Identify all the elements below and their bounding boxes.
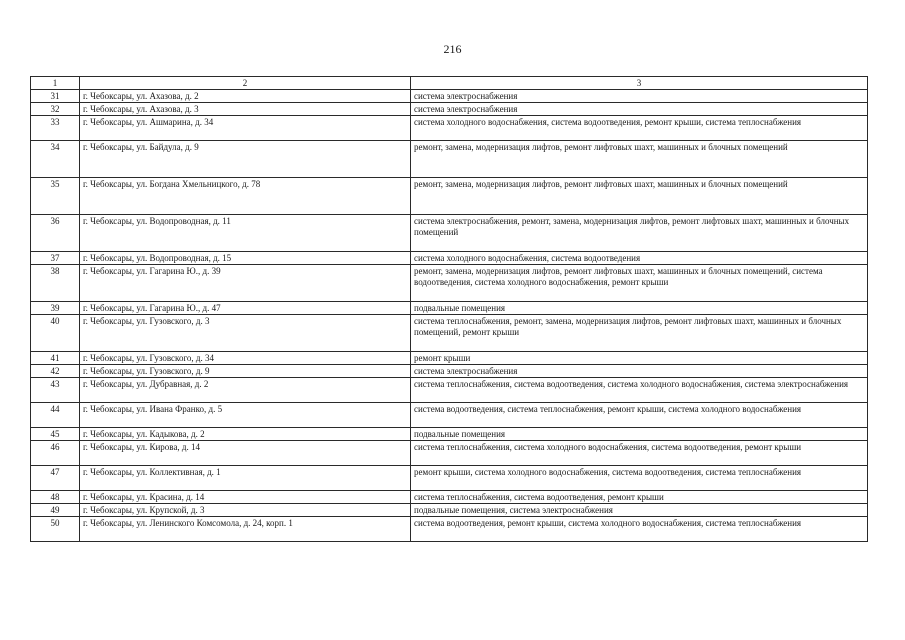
row-address: г. Чебоксары, ул. Красина, д. 14 [80,491,411,504]
row-works: система водоотведения, ремонт крыши, система холодного водоснабжения, система теплоснабжения [411,517,868,542]
row-address: г. Чебоксары, ул. Кирова, д. 14 [80,441,411,466]
table-row [31,466,868,491]
row-works: система электроснабжения [411,90,868,103]
table-row [31,265,868,302]
row-works: система холодного водоснабжения, система водоотведения [411,252,868,265]
table-row [31,215,868,252]
row-number: 31 [31,90,80,103]
row-number: 43 [31,378,80,403]
row-number: 45 [31,428,80,441]
table-row [31,352,868,365]
row-address: г. Чебоксары, ул. Гузовского, д. 9 [80,365,411,378]
table-row [31,378,868,403]
row-works: система электроснабжения, ремонт, замена, модернизация лифтов, ремонт лифтовых шахт, машинных и блочных помещений [411,215,868,252]
table-row [31,428,868,441]
row-number: 36 [31,215,80,252]
row-number: 42 [31,365,80,378]
row-address: г. Чебоксары, ул. Кадыкова, д. 2 [80,428,411,441]
row-address: г. Чебоксары, ул. Богдана Хмельницкого, д. 78 [80,178,411,215]
table-row [31,491,868,504]
row-number: 47 [31,466,80,491]
row-address: г. Чебоксары, ул. Дубравная, д. 2 [80,378,411,403]
table-row [31,141,868,178]
table-row [31,365,868,378]
header-cell-1: 1 [31,77,80,90]
table-row [31,178,868,215]
table-row [31,504,868,517]
row-number: 33 [31,116,80,141]
row-number: 35 [31,178,80,215]
header-cell-2: 2 [80,77,411,90]
row-address: г. Чебоксары, ул. Водопроводная, д. 11 [80,215,411,252]
row-works: система теплоснабжения, система водоотведения, система холодного водоснабжения, система электроснабжения [411,378,868,403]
row-number: 44 [31,403,80,428]
row-address: г. Чебоксары, ул. Ленинского Комсомола, д. 24, корп. 1 [80,517,411,542]
row-number: 50 [31,517,80,542]
row-address: г. Чебоксары, ул. Гузовского, д. 3 [80,315,411,352]
row-address: г. Чебоксары, ул. Гагарина Ю., д. 47 [80,302,411,315]
row-works: система холодного водоснабжения, система водоотведения, ремонт крыши, система теплоснабжения [411,116,868,141]
row-address: г. Чебоксары, ул. Коллективная, д. 1 [80,466,411,491]
table-row [31,252,868,265]
table-row [31,441,868,466]
row-address: г. Чебоксары, ул. Ахазова, д. 3 [80,103,411,116]
table-row [31,403,868,428]
table-row [31,103,868,116]
row-works: ремонт, замена, модернизация лифтов, ремонт лифтовых шахт, машинных и блочных помещений, система водоотведения, система холодного водоснабжения, ремонт крыши [411,265,868,302]
row-address: г. Чебоксары, ул. Крупской, д. 3 [80,504,411,517]
row-address: г. Чебоксары, ул. Ивана Франко, д. 5 [80,403,411,428]
table-row [31,90,868,103]
row-address: г. Чебоксары, ул. Водопроводная, д. 15 [80,252,411,265]
row-works: ремонт крыши [411,352,868,365]
table-header-row [31,77,868,90]
row-works: ремонт крыши, система холодного водоснабжения, система водоотведения, система теплоснабжения [411,466,868,491]
row-works: система электроснабжения [411,365,868,378]
row-works: подвальные помещения, система электроснабжения [411,504,868,517]
row-number: 34 [31,141,80,178]
row-number: 37 [31,252,80,265]
row-works: система теплоснабжения, система водоотведения, ремонт крыши [411,491,868,504]
row-address: г. Чебоксары, ул. Ахазова, д. 2 [80,90,411,103]
page-number: 216 [443,42,462,56]
row-number: 40 [31,315,80,352]
row-works: ремонт, замена, модернизация лифтов, ремонт лифтовых шахт, машинных и блочных помещений [411,141,868,178]
row-address: г. Чебоксары, ул. Ашмарина, д. 34 [80,116,411,141]
row-number: 41 [31,352,80,365]
row-address: г. Чебоксары, ул. Гагарина Ю., д. 39 [80,265,411,302]
row-number: 32 [31,103,80,116]
row-number: 48 [31,491,80,504]
row-works: система электроснабжения [411,103,868,116]
table-row [31,116,868,141]
row-works: подвальные помещения [411,428,868,441]
row-works: подвальные помещения [411,302,868,315]
row-address: г. Чебоксары, ул. Гузовского, д. 34 [80,352,411,365]
row-works: система водоотведения, система теплоснабжения, ремонт крыши, система холодного водоснабжения [411,403,868,428]
header-cell-3: 3 [411,77,868,90]
table-row [31,315,868,352]
row-number: 49 [31,504,80,517]
row-number: 46 [31,441,80,466]
row-works: система теплоснабжения, ремонт, замена, модернизация лифтов, ремонт лифтовых шахт, машинных и блочных помещений, ремонт крыши [411,315,868,352]
table-row [31,302,868,315]
table-row [31,517,868,542]
works-table [30,76,868,542]
row-works: ремонт, замена, модернизация лифтов, ремонт лифтовых шахт, машинных и блочных помещений [411,178,868,215]
row-works: система теплоснабжения, система холодного водоснабжения, система водоотведения, ремонт крыши [411,441,868,466]
row-number: 39 [31,302,80,315]
row-number: 38 [31,265,80,302]
row-address: г. Чебоксары, ул. Байдула, д. 9 [80,141,411,178]
